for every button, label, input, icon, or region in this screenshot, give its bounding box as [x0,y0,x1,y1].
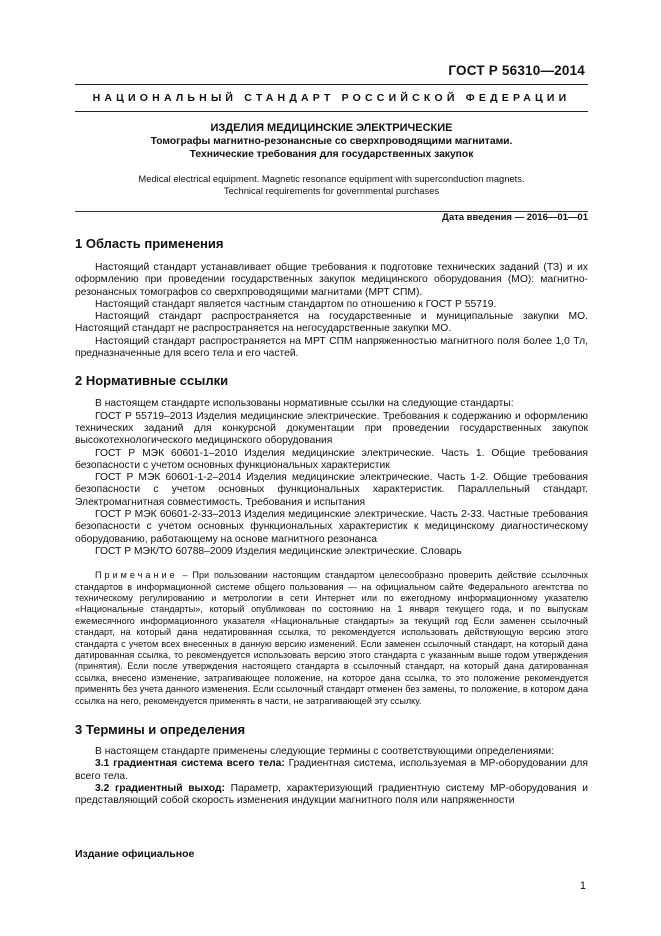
section-1-paragraph: Настоящий стандарт является частным стандартом по отношению к ГОСТ Р 55719. [95,298,497,310]
national-standard-banner: НАЦИОНАЛЬНЫЙ СТАНДАРТ РОССИЙСКОЙ ФЕДЕРАЦИИ [92,92,571,104]
term-definition: Градиентная система, используемая в МР-оборудовании для всего тела. [75,758,588,782]
term-definition: Параметр, характеризующий градиентную систему МР-оборудования и представляющий собой скорость изменения индукции магнитного поля или напряженности [75,783,588,807]
banner-divider [75,111,588,112]
official-edition-label: Издание официальное [75,848,195,860]
page-number: 1 [579,880,586,892]
document-title-block [75,122,588,197]
english-title [75,173,588,197]
section-1-heading: 1 Область применения [75,236,224,251]
reference-item: ГОСТ Р МЭК 60601-2-33–2013 Изделия медицинские электрические. Часть 2-33. Частные требования безопасности с учетом основных функциональных характеристик к медицинскому диагностическому оборудованию, работающему на основе магнитного резонанса [75,509,588,545]
normative-references-list [75,398,588,558]
note-label: Примечание [95,570,178,581]
references-intro: В настоящем стандарте использованы нормативные ссылки на следующие стандарты: [95,398,514,410]
term-name: градиентная система всего тела: [113,758,285,770]
term-entry [75,758,588,783]
gost-number: ГОСТ Р 56310—2014 [448,63,585,78]
intro-date: Дата введения — 2016—01—01 [442,212,588,223]
document-body [75,230,588,808]
reference-item: ГОСТ Р МЭК/ТО 60788–2009 Изделия медицинские электрические. Словарь [95,545,462,557]
english-title-line-1: Medical electrical equipment. Magnetic resonance equipment with superconduction magnets. [138,173,525,184]
section-2-heading: 2 Нормативные ссылки [75,373,229,389]
section-1-paragraph: Настоящий стандарт распространяется на государственные и муниципальные закупки МО. Настоящий стандарт не распространяется на негосударственные закупки МО. [75,311,588,335]
section-1-paragraph: Настоящий стандарт распространяется на МРТ СПМ напряженностью магнитного поля более 1,0 Тл, предназначенные для всего тела и его частей. [75,335,588,360]
term-number: 3.1 [95,758,110,770]
reference-item: ГОСТ Р МЭК 60601-1–2010 Изделия медицинские электрические. Часть 1. Общие требования безопасности с учетом основных функциональных характеристик [75,447,588,471]
english-title-line-2: Technical requirements for governmental purchases [223,185,440,196]
term-number: 3.2 [95,783,110,794]
header-divider [75,84,588,85]
reference-item: ГОСТ Р 55719–2013 Изделия медицинские электрические. Требования к содержанию и оформлению технических заданий для конкурсной документации при проведении государственных закупок высокотехнологического медицинского оборудования [75,410,588,447]
references-note [75,570,588,707]
terms-intro: В настоящем стандарте применены следующие термины с соответствующими определениями: [95,746,555,758]
reference-item: ГОСТ Р МЭК 60601-1-2–2014 Изделия медицинские электрические. Часть 1-2. Общие требования безопасности с учетом основных функциональных характеристик. Параллельный стандарт. Электромагнитная совместимость. Требования и испытания [75,472,588,508]
term-name: градиентный выход: [115,783,225,794]
term-entry [75,783,588,808]
title-line-1: ИЗДЕЛИЯ МЕДИЦИНСКИЕ ЭЛЕКТРИЧЕСКИЕ [210,122,453,134]
section-3-heading: 3 Термины и определения [75,722,246,738]
title-line-2: Томографы магнитно-резонансные со сверхпроводящими магнитами. [150,136,513,147]
section-1-paragraph: Настоящий стандарт устанавливает общие требования к подготовке технических заданий (ТЗ) и их оформлению при проведении государственных закупок медицинского оборудования (МО): магнитно-резонансных томографов со сверхпроводящими магнитами (МРТ СПМ). [75,262,588,298]
note-text: – При пользовании настоящим стандартом целесообразно проверить действие ссылочных стандартов в информационной системе общего пользования — на официальном сайте Федерального агентства по техническому регулированию и метрологии в сети Интернет или по ежегодному информационному указателю «Национальные стандарты», который опубликован по состоянию на 1 января текущего года, и по выпускам ежемесячного информационного указателя «Национальные стандарты» за текущий год Если заменен ссылочный стандарт, на который дана недатированная ссылка, то рекомендуется использовать действующую версию этого стандарта с учетом всех внесенных в данную версию изменений. Если заменен ссылочный стандарт, на который дана датированная ссылка, то рекомендуется использовать версию этого стандарта с указанным выше годом утверждения (принятия). Если после утверждения настоящего стандарта в ссылочный стандарт, на который дана датированная ссылка, внесено изменение, затрагивающее положение, на которое дана ссылка, то это положение рекомендуется применять без учета данного изменения. Если ссылочный стандарт отменен без замены, то положение, в котором дана ссылка на него, рекомендуется применять в части, не затрагивающей эту ссылку. [75,570,588,706]
title-line-3: Технические требования для государственных закупок [189,149,474,160]
